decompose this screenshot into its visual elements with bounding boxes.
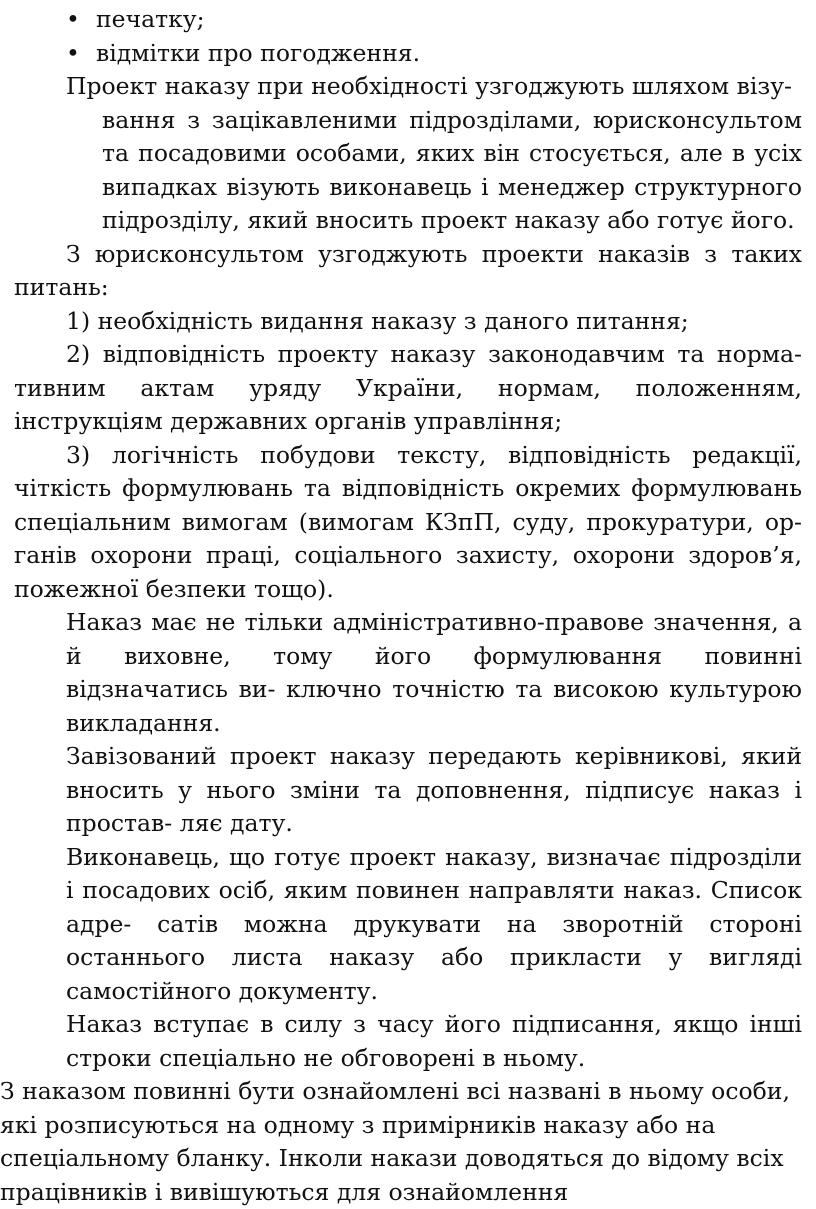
paragraph-line: Виконавець, що готує проект наказу, визначає підрозділи [14,841,802,875]
paragraph-line: самостійного документу. [14,975,802,1009]
paragraph-line: Проект наказу при необхідності узгоджують шляхом візу- [14,70,802,104]
bullet-item [14,3,802,37]
paragraph-line: З наказом повинні бути ознайомлені всі названі в ньому особи, [0,1075,802,1109]
paragraph-line: й виховне, тому його формулювання повинні [14,640,802,674]
paragraph-line: 1) необхідність видання наказу з даного питання; [14,305,802,339]
bullet-text: відмітки про погодження. [66,39,420,67]
bullet-text: печатку; [66,5,205,33]
bullet-icon: • [66,3,96,37]
paragraph-line: питань: [14,271,802,305]
bullet-item [14,37,802,71]
paragraph-line: тивним актам уряду України, нормам, положенням, [14,372,802,406]
paragraph-line: вання з зацікавленими підрозділами, юрисконсультом [14,104,802,138]
paragraph-line: які розписуються на одному з примірників наказу або на [0,1109,802,1143]
paragraph-line: відзначатись ви- ключно точністю та високою культурою [14,673,802,707]
paragraph-line: вносить у нього зміни та доповнення, підписує наказ і [14,774,802,808]
paragraph-line: спеціальному бланку. Інколи накази доводяться до відому всіх [0,1142,802,1176]
paragraph-line: останнього листа наказу або прикласти у вигляді [14,941,802,975]
paragraph-line: пожежної безпеки тощо). [14,573,802,607]
paragraph-line: Наказ вступає в силу з часу його підписання, якщо інші [14,1008,802,1042]
paragraph-line: чіткість формулювань та відповідність окремих формулювань [14,472,802,506]
paragraph-line: 2) відповідність проекту наказу законодавчим та норма- [14,338,802,372]
paragraph-line: та посадовими особами, яких він стосується, але в усіх [14,137,802,171]
paragraph-line: викладання. [14,707,802,741]
paragraph-line: адре- сатів можна друкувати на зворотній стороні [14,908,802,942]
paragraph-line: З юрисконсультом узгоджують проекти наказів з таких [14,238,802,272]
paragraph-line: строки спеціально не обговорені в ньому. [14,1042,802,1076]
paragraph-line: випадках візують виконавець і менеджер структурного [14,171,802,205]
paragraph-line: і посадових осіб, яким повинен направляти наказ. Список [14,874,802,908]
paragraph-line: працівників і вивішуються для ознайомлення [0,1176,802,1209]
paragraph-line: Завізований проект наказу передають керівникові, який [14,740,802,774]
bullet-icon: • [66,37,96,71]
paragraph-line: простав- ляє дату. [14,807,802,841]
paragraph-line: підрозділу, який вносить проект наказу або готує його. [14,204,802,238]
paragraph-line: Наказ має не тільки адміністративно-правове значення, а [14,606,802,640]
paragraph-line: 3) логічність побудови тексту, відповідність редакції, [14,439,802,473]
paragraph-line: спеціальним вимогам (вимогам КЗпП, суду, прокуратури, ор- [14,506,802,540]
paragraph-line: інструкціям державних органів управління; [14,405,802,439]
paragraph-line: ганів охорони праці, соціального захисту, охорони здоров’я, [14,539,802,573]
